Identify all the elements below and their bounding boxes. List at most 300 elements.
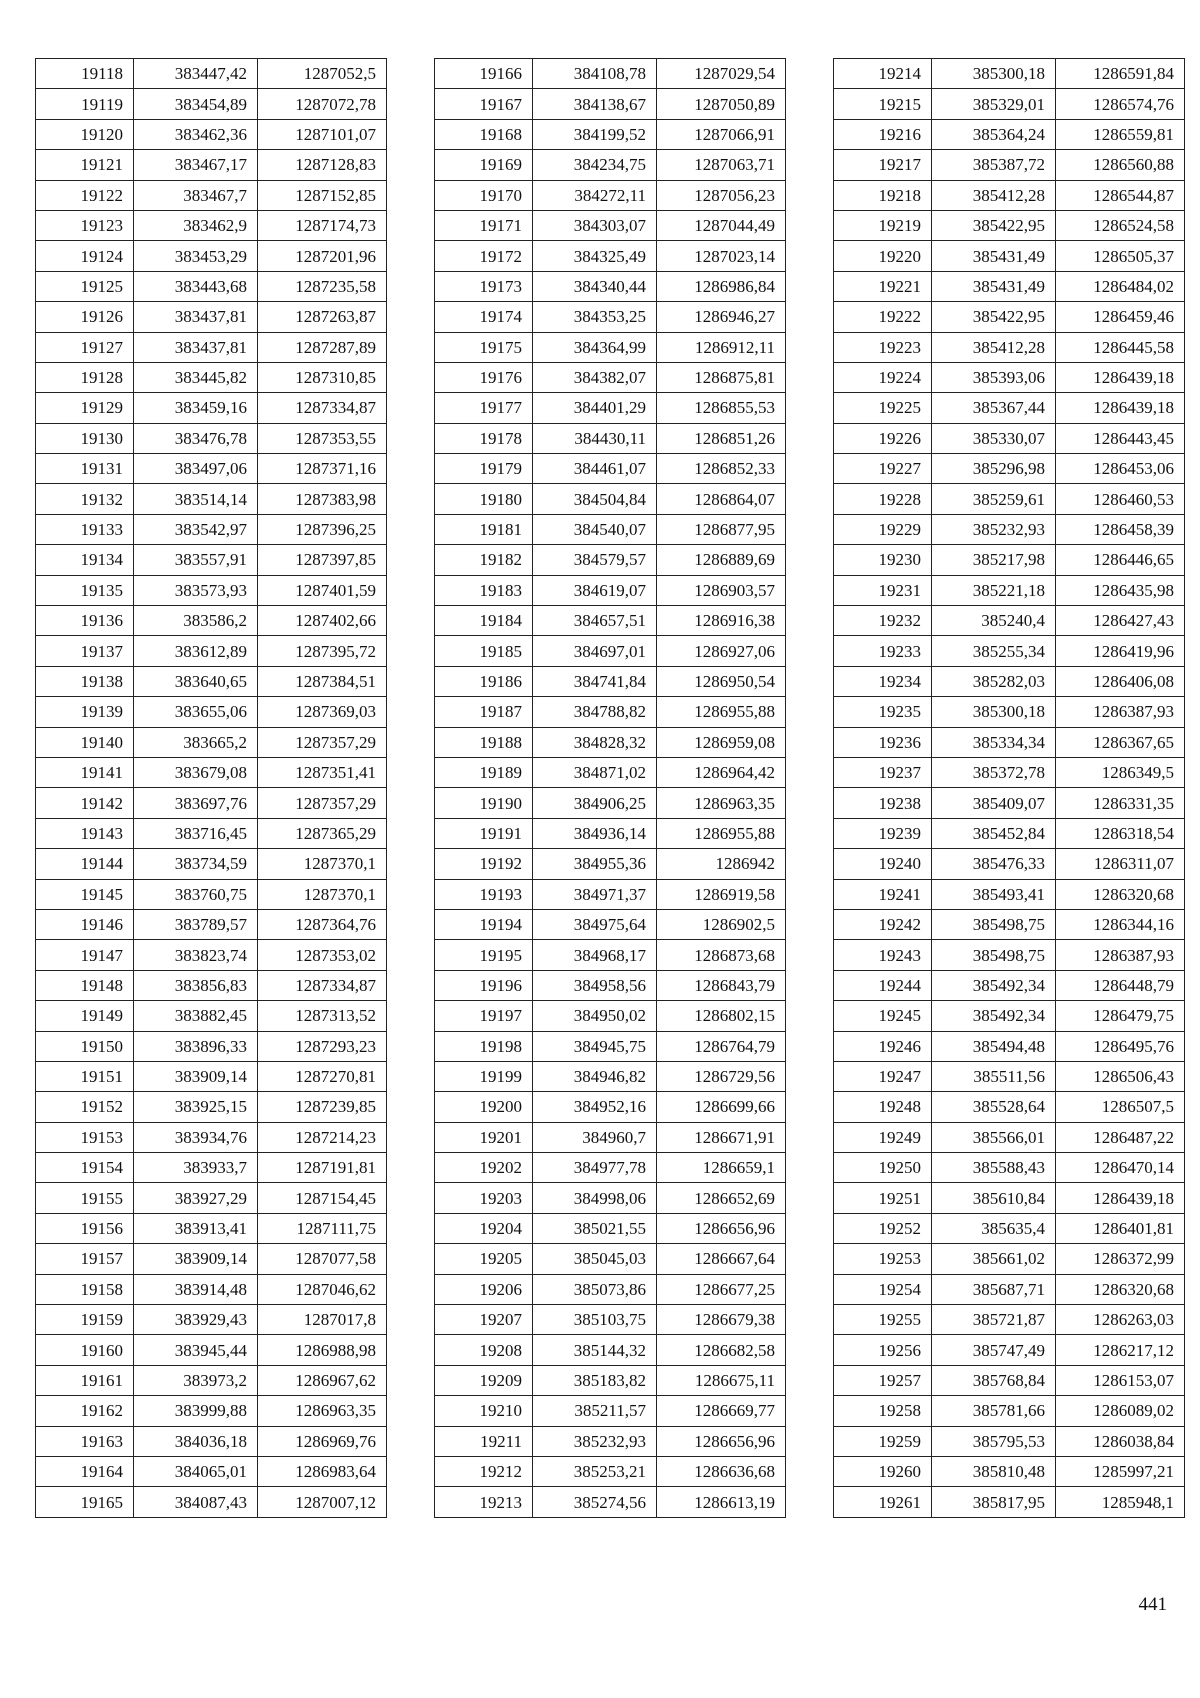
point-number-cell: 19231 xyxy=(834,575,932,605)
y-coordinate-cell: 1286912,11 xyxy=(657,332,786,362)
x-coordinate-cell: 384960,7 xyxy=(533,1122,657,1152)
y-coordinate-cell: 1286470,14 xyxy=(1056,1153,1185,1183)
point-number-cell: 19158 xyxy=(36,1274,134,1304)
y-coordinate-cell: 1286387,93 xyxy=(1056,940,1185,970)
y-coordinate-cell: 1287023,14 xyxy=(657,241,786,271)
x-coordinate-cell: 384138,67 xyxy=(533,89,657,119)
table-row xyxy=(834,757,1185,787)
x-coordinate-cell: 383679,08 xyxy=(134,757,258,787)
y-coordinate-cell: 1286453,06 xyxy=(1056,454,1185,484)
x-coordinate-cell: 383443,68 xyxy=(134,271,258,301)
point-number-cell: 19175 xyxy=(435,332,533,362)
point-number-cell: 19225 xyxy=(834,393,932,423)
x-coordinate-cell: 385387,72 xyxy=(932,150,1056,180)
point-number-cell: 19142 xyxy=(36,788,134,818)
x-coordinate-cell: 384741,84 xyxy=(533,666,657,696)
y-coordinate-cell: 1286439,18 xyxy=(1056,1183,1185,1213)
table-row xyxy=(36,879,387,909)
table-row xyxy=(435,666,786,696)
y-coordinate-cell: 1286331,35 xyxy=(1056,788,1185,818)
y-coordinate-cell: 1287402,66 xyxy=(258,606,387,636)
point-number-cell: 19258 xyxy=(834,1396,932,1426)
point-number-cell: 19221 xyxy=(834,271,932,301)
point-number-cell: 19136 xyxy=(36,606,134,636)
y-coordinate-cell: 1286443,45 xyxy=(1056,423,1185,453)
point-number-cell: 19256 xyxy=(834,1335,932,1365)
x-coordinate-cell: 383453,29 xyxy=(134,241,258,271)
y-coordinate-cell: 1286889,69 xyxy=(657,545,786,575)
table-row xyxy=(834,1244,1185,1274)
y-coordinate-cell: 1286677,25 xyxy=(657,1274,786,1304)
point-number-cell: 19218 xyxy=(834,180,932,210)
x-coordinate-cell: 385412,28 xyxy=(932,180,1056,210)
point-number-cell: 19172 xyxy=(435,241,533,271)
x-coordinate-cell: 385367,44 xyxy=(932,393,1056,423)
x-coordinate-cell: 383459,16 xyxy=(134,393,258,423)
table-row xyxy=(435,484,786,514)
y-coordinate-cell: 1286682,58 xyxy=(657,1335,786,1365)
point-number-cell: 19213 xyxy=(435,1487,533,1517)
table-row xyxy=(834,271,1185,301)
table-row xyxy=(834,150,1185,180)
y-coordinate-cell: 1287334,87 xyxy=(258,393,387,423)
y-coordinate-cell: 1286459,46 xyxy=(1056,302,1185,332)
table-row xyxy=(36,1365,387,1395)
coordinate-table-left xyxy=(35,58,387,1518)
table-row xyxy=(435,1244,786,1274)
point-number-cell: 19162 xyxy=(36,1396,134,1426)
x-coordinate-cell: 385334,34 xyxy=(932,727,1056,757)
y-coordinate-cell: 1286507,5 xyxy=(1056,1092,1185,1122)
point-number-cell: 19215 xyxy=(834,89,932,119)
table-row xyxy=(834,697,1185,727)
y-coordinate-cell: 1286652,69 xyxy=(657,1183,786,1213)
table-row xyxy=(36,1122,387,1152)
point-number-cell: 19195 xyxy=(435,940,533,970)
x-coordinate-cell: 383697,76 xyxy=(134,788,258,818)
x-coordinate-cell: 385610,84 xyxy=(932,1183,1056,1213)
table-row xyxy=(435,210,786,240)
table-row xyxy=(435,1396,786,1426)
point-number-cell: 19199 xyxy=(435,1061,533,1091)
table-row xyxy=(36,1001,387,1031)
table-row xyxy=(435,575,786,605)
table-row xyxy=(36,940,387,970)
point-number-cell: 19161 xyxy=(36,1365,134,1395)
point-number-cell: 19257 xyxy=(834,1365,932,1395)
table-row xyxy=(834,484,1185,514)
point-number-cell: 19146 xyxy=(36,909,134,939)
table-row xyxy=(36,332,387,362)
point-number-cell: 19192 xyxy=(435,849,533,879)
y-coordinate-cell: 1286560,88 xyxy=(1056,150,1185,180)
table-row xyxy=(834,1001,1185,1031)
y-coordinate-cell: 1287287,89 xyxy=(258,332,387,362)
point-number-cell: 19140 xyxy=(36,727,134,757)
x-coordinate-cell: 383823,74 xyxy=(134,940,258,970)
table-row xyxy=(435,1365,786,1395)
point-number-cell: 19252 xyxy=(834,1213,932,1243)
point-number-cell: 19255 xyxy=(834,1305,932,1335)
y-coordinate-cell: 1286963,35 xyxy=(657,788,786,818)
x-coordinate-cell: 383927,29 xyxy=(134,1183,258,1213)
point-number-cell: 19226 xyxy=(834,423,932,453)
point-number-cell: 19119 xyxy=(36,89,134,119)
point-number-cell: 19167 xyxy=(435,89,533,119)
x-coordinate-cell: 384303,07 xyxy=(533,210,657,240)
point-number-cell: 19251 xyxy=(834,1183,932,1213)
point-number-cell: 19208 xyxy=(435,1335,533,1365)
table-row xyxy=(435,1061,786,1091)
table-row xyxy=(36,514,387,544)
x-coordinate-cell: 383573,93 xyxy=(134,575,258,605)
point-number-cell: 19168 xyxy=(435,119,533,149)
x-coordinate-cell: 383914,48 xyxy=(134,1274,258,1304)
table-row xyxy=(435,271,786,301)
y-coordinate-cell: 1286964,42 xyxy=(657,757,786,787)
table-row xyxy=(435,1153,786,1183)
point-number-cell: 19243 xyxy=(834,940,932,970)
table-row xyxy=(834,606,1185,636)
y-coordinate-cell: 1287397,85 xyxy=(258,545,387,575)
table-row xyxy=(36,150,387,180)
point-number-cell: 19178 xyxy=(435,423,533,453)
point-number-cell: 19154 xyxy=(36,1153,134,1183)
y-coordinate-cell: 1286656,96 xyxy=(657,1426,786,1456)
point-number-cell: 19144 xyxy=(36,849,134,879)
y-coordinate-cell: 1286636,68 xyxy=(657,1456,786,1486)
point-number-cell: 19170 xyxy=(435,180,533,210)
x-coordinate-cell: 384036,18 xyxy=(134,1426,258,1456)
x-coordinate-cell: 383437,81 xyxy=(134,302,258,332)
x-coordinate-cell: 384946,82 xyxy=(533,1061,657,1091)
x-coordinate-cell: 384619,07 xyxy=(533,575,657,605)
table-row xyxy=(435,545,786,575)
table-row xyxy=(36,1335,387,1365)
point-number-cell: 19240 xyxy=(834,849,932,879)
y-coordinate-cell: 1286988,98 xyxy=(258,1335,387,1365)
y-coordinate-cell: 1286460,53 xyxy=(1056,484,1185,514)
y-coordinate-cell: 1287044,49 xyxy=(657,210,786,240)
table-row xyxy=(435,970,786,1000)
y-coordinate-cell: 1287066,91 xyxy=(657,119,786,149)
y-coordinate-cell: 1287357,29 xyxy=(258,727,387,757)
y-coordinate-cell: 1286495,76 xyxy=(1056,1031,1185,1061)
y-coordinate-cell: 1286699,66 xyxy=(657,1092,786,1122)
y-coordinate-cell: 1287056,23 xyxy=(657,180,786,210)
table-row xyxy=(36,210,387,240)
y-coordinate-cell: 1287369,03 xyxy=(258,697,387,727)
point-number-cell: 19130 xyxy=(36,423,134,453)
point-number-cell: 19152 xyxy=(36,1092,134,1122)
table-body xyxy=(36,59,387,1518)
point-number-cell: 19131 xyxy=(36,454,134,484)
table-row xyxy=(36,1487,387,1517)
point-number-cell: 19201 xyxy=(435,1122,533,1152)
x-coordinate-cell: 383476,78 xyxy=(134,423,258,453)
table-row xyxy=(834,1487,1185,1517)
table-row xyxy=(36,302,387,332)
y-coordinate-cell: 1286372,99 xyxy=(1056,1244,1185,1274)
point-number-cell: 19163 xyxy=(36,1426,134,1456)
point-number-cell: 19230 xyxy=(834,545,932,575)
y-coordinate-cell: 1286439,18 xyxy=(1056,362,1185,392)
point-number-cell: 19157 xyxy=(36,1244,134,1274)
table-row xyxy=(36,393,387,423)
point-number-cell: 19184 xyxy=(435,606,533,636)
point-number-cell: 19206 xyxy=(435,1274,533,1304)
y-coordinate-cell: 1286843,79 xyxy=(657,970,786,1000)
x-coordinate-cell: 383909,14 xyxy=(134,1244,258,1274)
x-coordinate-cell: 383760,75 xyxy=(134,879,258,909)
point-number-cell: 19253 xyxy=(834,1244,932,1274)
x-coordinate-cell: 385498,75 xyxy=(932,940,1056,970)
x-coordinate-cell: 385296,98 xyxy=(932,454,1056,484)
table-row xyxy=(435,119,786,149)
x-coordinate-cell: 383856,83 xyxy=(134,970,258,1000)
point-number-cell: 19250 xyxy=(834,1153,932,1183)
table-row xyxy=(435,59,786,89)
point-number-cell: 19151 xyxy=(36,1061,134,1091)
x-coordinate-cell: 385144,32 xyxy=(533,1335,657,1365)
x-coordinate-cell: 384065,01 xyxy=(134,1456,258,1486)
y-coordinate-cell: 1286349,5 xyxy=(1056,757,1185,787)
table-row xyxy=(435,636,786,666)
x-coordinate-cell: 384234,75 xyxy=(533,150,657,180)
x-coordinate-cell: 385661,02 xyxy=(932,1244,1056,1274)
x-coordinate-cell: 384828,32 xyxy=(533,727,657,757)
x-coordinate-cell: 383497,06 xyxy=(134,454,258,484)
x-coordinate-cell: 384401,29 xyxy=(533,393,657,423)
point-number-cell: 19191 xyxy=(435,818,533,848)
point-number-cell: 19189 xyxy=(435,757,533,787)
x-coordinate-cell: 385330,07 xyxy=(932,423,1056,453)
y-coordinate-cell: 1287239,85 xyxy=(258,1092,387,1122)
table-row xyxy=(834,909,1185,939)
table-row xyxy=(435,302,786,332)
y-coordinate-cell: 1286659,1 xyxy=(657,1153,786,1183)
point-number-cell: 19118 xyxy=(36,59,134,89)
table-row xyxy=(834,1426,1185,1456)
table-row xyxy=(36,788,387,818)
x-coordinate-cell: 384952,16 xyxy=(533,1092,657,1122)
point-number-cell: 19160 xyxy=(36,1335,134,1365)
table-row xyxy=(36,484,387,514)
table-row xyxy=(435,362,786,392)
x-coordinate-cell: 384353,25 xyxy=(533,302,657,332)
x-coordinate-cell: 384199,52 xyxy=(533,119,657,149)
point-number-cell: 19193 xyxy=(435,879,533,909)
x-coordinate-cell: 383945,44 xyxy=(134,1335,258,1365)
y-coordinate-cell: 1287357,29 xyxy=(258,788,387,818)
y-coordinate-cell: 1287371,16 xyxy=(258,454,387,484)
point-number-cell: 19224 xyxy=(834,362,932,392)
table-row xyxy=(834,180,1185,210)
x-coordinate-cell: 384971,37 xyxy=(533,879,657,909)
y-coordinate-cell: 1287270,81 xyxy=(258,1061,387,1091)
table-row xyxy=(435,1274,786,1304)
point-number-cell: 19135 xyxy=(36,575,134,605)
y-coordinate-cell: 1286963,35 xyxy=(258,1396,387,1426)
x-coordinate-cell: 384788,82 xyxy=(533,697,657,727)
y-coordinate-cell: 1286916,38 xyxy=(657,606,786,636)
y-coordinate-cell: 1287353,55 xyxy=(258,423,387,453)
x-coordinate-cell: 385300,18 xyxy=(932,697,1056,727)
table-row xyxy=(36,575,387,605)
x-coordinate-cell: 384579,57 xyxy=(533,545,657,575)
y-coordinate-cell: 1286591,84 xyxy=(1056,59,1185,89)
point-number-cell: 19129 xyxy=(36,393,134,423)
point-number-cell: 19121 xyxy=(36,150,134,180)
point-number-cell: 19204 xyxy=(435,1213,533,1243)
y-coordinate-cell: 1286544,87 xyxy=(1056,180,1185,210)
x-coordinate-cell: 385253,21 xyxy=(533,1456,657,1486)
y-coordinate-cell: 1286613,19 xyxy=(657,1487,786,1517)
table-row xyxy=(834,636,1185,666)
point-number-cell: 19227 xyxy=(834,454,932,484)
point-number-cell: 19212 xyxy=(435,1456,533,1486)
x-coordinate-cell: 383929,43 xyxy=(134,1305,258,1335)
point-number-cell: 19141 xyxy=(36,757,134,787)
point-number-cell: 19261 xyxy=(834,1487,932,1517)
y-coordinate-cell: 1286318,54 xyxy=(1056,818,1185,848)
point-number-cell: 19186 xyxy=(435,666,533,696)
x-coordinate-cell: 385240,4 xyxy=(932,606,1056,636)
point-number-cell: 19190 xyxy=(435,788,533,818)
table-row xyxy=(834,1183,1185,1213)
x-coordinate-cell: 383467,7 xyxy=(134,180,258,210)
table-row xyxy=(435,1335,786,1365)
y-coordinate-cell: 1287201,96 xyxy=(258,241,387,271)
point-number-cell: 19177 xyxy=(435,393,533,423)
y-coordinate-cell: 1286153,07 xyxy=(1056,1365,1185,1395)
x-coordinate-cell: 385747,49 xyxy=(932,1335,1056,1365)
table-row xyxy=(36,454,387,484)
x-coordinate-cell: 383557,91 xyxy=(134,545,258,575)
y-coordinate-cell: 1286263,03 xyxy=(1056,1305,1185,1335)
point-number-cell: 19237 xyxy=(834,757,932,787)
y-coordinate-cell: 1287313,52 xyxy=(258,1001,387,1031)
y-coordinate-cell: 1286967,62 xyxy=(258,1365,387,1395)
x-coordinate-cell: 385721,87 xyxy=(932,1305,1056,1335)
table-row xyxy=(36,545,387,575)
y-coordinate-cell: 1286950,54 xyxy=(657,666,786,696)
y-coordinate-cell: 1286669,77 xyxy=(657,1396,786,1426)
y-coordinate-cell: 1287263,87 xyxy=(258,302,387,332)
y-coordinate-cell: 1286089,02 xyxy=(1056,1396,1185,1426)
table-row xyxy=(435,1213,786,1243)
x-coordinate-cell: 384504,84 xyxy=(533,484,657,514)
table-row xyxy=(36,1274,387,1304)
x-coordinate-cell: 383462,9 xyxy=(134,210,258,240)
table-row xyxy=(36,1305,387,1335)
x-coordinate-cell: 383514,14 xyxy=(134,484,258,514)
y-coordinate-cell: 1286855,53 xyxy=(657,393,786,423)
y-coordinate-cell: 1287017,8 xyxy=(258,1305,387,1335)
y-coordinate-cell: 1286439,18 xyxy=(1056,393,1185,423)
point-number-cell: 19155 xyxy=(36,1183,134,1213)
point-number-cell: 19139 xyxy=(36,697,134,727)
point-number-cell: 19211 xyxy=(435,1426,533,1456)
table-row xyxy=(36,89,387,119)
point-number-cell: 19223 xyxy=(834,332,932,362)
y-coordinate-cell: 1286320,68 xyxy=(1056,1274,1185,1304)
point-number-cell: 19235 xyxy=(834,697,932,727)
table-row xyxy=(834,970,1185,1000)
page-number: 441 xyxy=(1138,1594,1167,1615)
y-coordinate-cell: 1286946,27 xyxy=(657,302,786,332)
point-number-cell: 19203 xyxy=(435,1183,533,1213)
table-row xyxy=(36,1031,387,1061)
x-coordinate-cell: 383437,81 xyxy=(134,332,258,362)
x-coordinate-cell: 383933,7 xyxy=(134,1153,258,1183)
x-coordinate-cell: 385372,78 xyxy=(932,757,1056,787)
y-coordinate-cell: 1286764,79 xyxy=(657,1031,786,1061)
x-coordinate-cell: 383913,41 xyxy=(134,1213,258,1243)
y-coordinate-cell: 1287072,78 xyxy=(258,89,387,119)
y-coordinate-cell: 1287152,85 xyxy=(258,180,387,210)
y-coordinate-cell: 1286959,08 xyxy=(657,727,786,757)
table-row xyxy=(36,697,387,727)
table-row xyxy=(834,1305,1185,1335)
point-number-cell: 19188 xyxy=(435,727,533,757)
table-row xyxy=(834,454,1185,484)
point-number-cell: 19236 xyxy=(834,727,932,757)
x-coordinate-cell: 384975,64 xyxy=(533,909,657,939)
y-coordinate-cell: 1285997,21 xyxy=(1056,1456,1185,1486)
y-coordinate-cell: 1287396,25 xyxy=(258,514,387,544)
point-number-cell: 19176 xyxy=(435,362,533,392)
x-coordinate-cell: 384968,17 xyxy=(533,940,657,970)
table-row xyxy=(834,89,1185,119)
table-row xyxy=(435,332,786,362)
y-coordinate-cell: 1287353,02 xyxy=(258,940,387,970)
point-number-cell: 19132 xyxy=(36,484,134,514)
y-coordinate-cell: 1286505,37 xyxy=(1056,241,1185,271)
x-coordinate-cell: 385274,56 xyxy=(533,1487,657,1517)
point-number-cell: 19217 xyxy=(834,150,932,180)
x-coordinate-cell: 385217,98 xyxy=(932,545,1056,575)
table-row xyxy=(435,1031,786,1061)
table-row xyxy=(834,423,1185,453)
y-coordinate-cell: 1286903,57 xyxy=(657,575,786,605)
table-row xyxy=(834,818,1185,848)
table-row xyxy=(834,241,1185,271)
point-number-cell: 19171 xyxy=(435,210,533,240)
point-number-cell: 19196 xyxy=(435,970,533,1000)
x-coordinate-cell: 383445,82 xyxy=(134,362,258,392)
y-coordinate-cell: 1286484,02 xyxy=(1056,271,1185,301)
y-coordinate-cell: 1286877,95 xyxy=(657,514,786,544)
y-coordinate-cell: 1287077,58 xyxy=(258,1244,387,1274)
x-coordinate-cell: 385300,18 xyxy=(932,59,1056,89)
point-number-cell: 19229 xyxy=(834,514,932,544)
x-coordinate-cell: 385431,49 xyxy=(932,271,1056,301)
x-coordinate-cell: 383454,89 xyxy=(134,89,258,119)
x-coordinate-cell: 384364,99 xyxy=(533,332,657,362)
y-coordinate-cell: 1286667,64 xyxy=(657,1244,786,1274)
y-coordinate-cell: 1286875,81 xyxy=(657,362,786,392)
x-coordinate-cell: 384108,78 xyxy=(533,59,657,89)
point-number-cell: 19210 xyxy=(435,1396,533,1426)
x-coordinate-cell: 385422,95 xyxy=(932,210,1056,240)
table-row xyxy=(36,241,387,271)
point-number-cell: 19173 xyxy=(435,271,533,301)
point-number-cell: 19202 xyxy=(435,1153,533,1183)
table-row xyxy=(435,697,786,727)
table-row xyxy=(834,1061,1185,1091)
y-coordinate-cell: 1286506,43 xyxy=(1056,1061,1185,1091)
